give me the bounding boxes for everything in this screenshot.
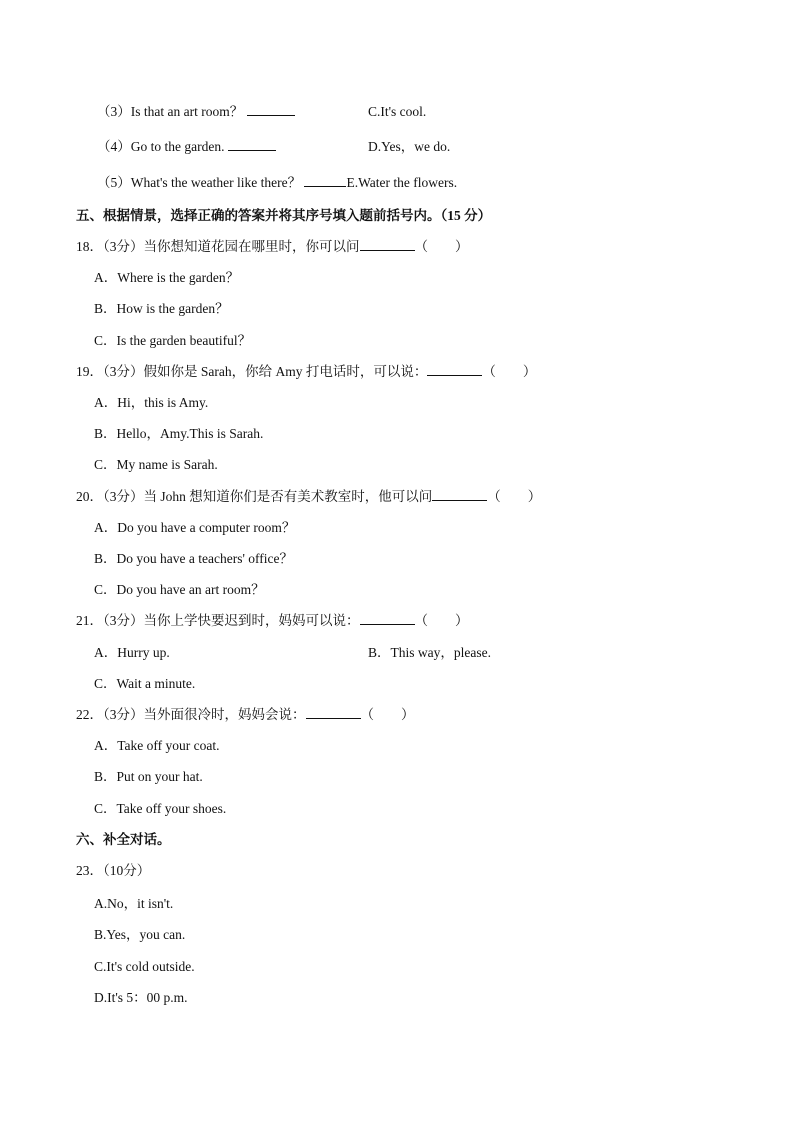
answer-bracket[interactable]: （ ）: [487, 489, 542, 504]
answer-blank[interactable]: [228, 138, 276, 151]
option: C．My name is Sarah.: [94, 457, 218, 472]
option: B．This way，please.: [368, 645, 491, 660]
option: A．Hurry up.: [94, 645, 170, 660]
match-item-3: （3）Is that an art room？: [97, 103, 295, 121]
option: C．Do you have an art room？: [94, 582, 265, 597]
answer-blank[interactable]: [360, 238, 415, 251]
option: C．Take off your shoes.: [94, 801, 227, 816]
option: B.Yes，you can.: [94, 927, 186, 942]
answer-blank[interactable]: [247, 103, 295, 116]
match-item-5: （5）What's the weather like there？ E.Water the flowers.: [97, 175, 458, 190]
match-option-e: E.Water the flowers.: [346, 175, 458, 190]
match-item-4: （4）Go to the garden.: [97, 138, 276, 156]
section-title: 六、补全对话。: [76, 832, 171, 847]
option: A．Where is the garden？: [94, 270, 240, 285]
option: B．Put on your hat.: [94, 769, 203, 784]
option: C.It's cold outside.: [94, 959, 195, 974]
match-option-c: C.It's cool.: [368, 104, 427, 119]
match-option-d: D.Yes，we do.: [368, 139, 451, 154]
answer-blank[interactable]: [432, 488, 487, 501]
option: A.No，it isn't.: [94, 896, 174, 911]
option: B．Hello，Amy.This is Sarah.: [94, 426, 264, 441]
answer-bracket[interactable]: （ ）: [414, 239, 469, 254]
option: D.It's 5：00 p.m.: [94, 990, 188, 1005]
option: A．Hi，this is Amy.: [94, 395, 209, 410]
answer-bracket[interactable]: （ ）: [482, 364, 537, 379]
option: A．Take off your coat.: [94, 738, 220, 753]
question-23: 23．（10分）: [76, 863, 151, 878]
option: C．Wait a minute.: [94, 676, 196, 691]
answer-bracket[interactable]: （ ）: [414, 613, 469, 628]
answer-blank[interactable]: [427, 363, 482, 376]
answer-blank[interactable]: [304, 174, 346, 187]
question-22: 22．（3分）当外面很冷时，妈妈会说： （ ）: [76, 707, 415, 722]
option: B．How is the garden？: [94, 301, 229, 316]
question-21: 21．（3分）当你上学快要迟到时，妈妈可以说： （ ）: [76, 613, 469, 628]
question-20: 20．（3分）当 John 想知道你们是否有美术教室时，他可以问 （ ）: [76, 489, 542, 504]
option: B．Do you have a teachers' office？: [94, 551, 293, 566]
option: A．Do you have a computer room？: [94, 520, 296, 535]
answer-blank[interactable]: [360, 612, 415, 625]
option: C．Is the garden beautiful？: [94, 333, 252, 348]
answer-bracket[interactable]: （ ）: [360, 707, 415, 722]
question-19: 19．（3分）假如你是 Sarah，你给 Amy 打电话时，可以说： （ ）: [76, 364, 537, 379]
section-title: 五、根据情景，选择正确的答案并将其序号填入题前括号内。（15 分）: [76, 208, 492, 223]
question-18: 18．（3分）当你想知道花园在哪里时，你可以问 （ ）: [76, 239, 469, 254]
answer-blank[interactable]: [306, 706, 361, 719]
